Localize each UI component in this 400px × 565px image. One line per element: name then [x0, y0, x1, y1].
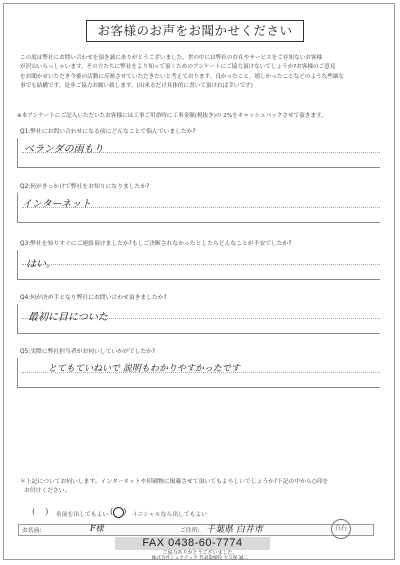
answer-text: とてもていねいで 説明もわかりやすかったです [48, 364, 240, 374]
answer-box[interactable] [17, 358, 380, 388]
ruled-line [22, 264, 380, 265]
answer-text: インターネット [22, 199, 92, 210]
answer-text: はい。 [26, 259, 56, 270]
answer-box[interactable] [17, 193, 380, 223]
question-label: Q1:弊社にお問い合わせになる前にどんなことで悩んでいましたか? [20, 129, 196, 135]
answer-text: ベランダの雨もり [24, 144, 104, 155]
company-text: 株式会社シェアテック 代表取締役 大久保 誠二 [151, 556, 249, 561]
question-label: Q4:何が決め手となり弊社にお問い合わせ頂きましたか? [20, 295, 167, 301]
intro-line: 事でも結構です。是非ご協力お願い致します。(出来るだけ具体的に書いて頂ければ幸いです) [20, 82, 253, 89]
option1-bracket[interactable]: ( ) [32, 507, 49, 516]
intro-text [20, 54, 380, 91]
intro-line: をお聞かせいただき今後の活動に反映させていただきたいと考えております。良かったこと、嬉しかったことなどのような些細な [20, 73, 344, 80]
stamp-text: 白石 [334, 525, 347, 532]
name-label: お名前: [22, 528, 42, 534]
answer-box[interactable] [17, 250, 380, 280]
question-3 [17, 240, 385, 280]
question-5 [17, 348, 385, 388]
answer-text: 最初に目についた [28, 312, 108, 323]
page-title: お客様のお声をお聞かせください [86, 20, 304, 42]
option2-label: イニシャルなら出してもよい [132, 512, 208, 518]
address-value[interactable]: 千葉県 白井市 [206, 525, 263, 535]
question-4 [17, 294, 385, 334]
question-label: Q2:何がきっかけで弊社をお知りになりましたか? [20, 184, 150, 190]
address-label: ご住所: [180, 528, 200, 534]
question-label: Q3:弊社を知りすぐにご連絡頂けましたか?もしご決断されなかったとしたらどんなことが不安でしたか? [20, 241, 292, 247]
question-1 [17, 128, 385, 168]
option1-label: 名前を出してもよい [56, 512, 109, 518]
option2-bracket[interactable]: ( ) [110, 507, 127, 516]
question-label: Q5:実際に弊社担当者がお伺いしていかがでしたか? [20, 349, 156, 355]
thanks-text: ご協力ありがとうございました。 [162, 550, 238, 556]
consent-question-cont: お付けください。 [24, 488, 71, 494]
fax-number: FAX 0438-60-7774 [115, 537, 270, 550]
answer-box[interactable] [17, 138, 380, 168]
question-2 [17, 183, 385, 223]
selected-circle-mark [113, 507, 124, 518]
intro-line: が沢山いらっしゃいます。その方たちに弊社をより知って頂くためのアンケートにご協力頂けないでしょうか?お客様のご意見 [20, 64, 336, 71]
signature-stamp [331, 519, 351, 539]
cashback-note: ※本アンケートにご記入いただいたお客様には工事ご用命時に工事金額(税抜き)の 2%をキャッシュバックさせて頂きます。 [17, 113, 327, 119]
intro-line: この度は弊社にお問い合わせを頂き誠にありがとうございました。世の中には弊社の存在やサービスをご存知ないお客様 [20, 55, 323, 61]
answer-box[interactable] [17, 304, 380, 334]
consent-question: ＊上記についてお伺いします。インターネットや印刷物に掲載させて頂いてもよろしいでしょうか?下記の中から○印を [20, 479, 329, 485]
name-value[interactable]: F様 [90, 524, 104, 533]
